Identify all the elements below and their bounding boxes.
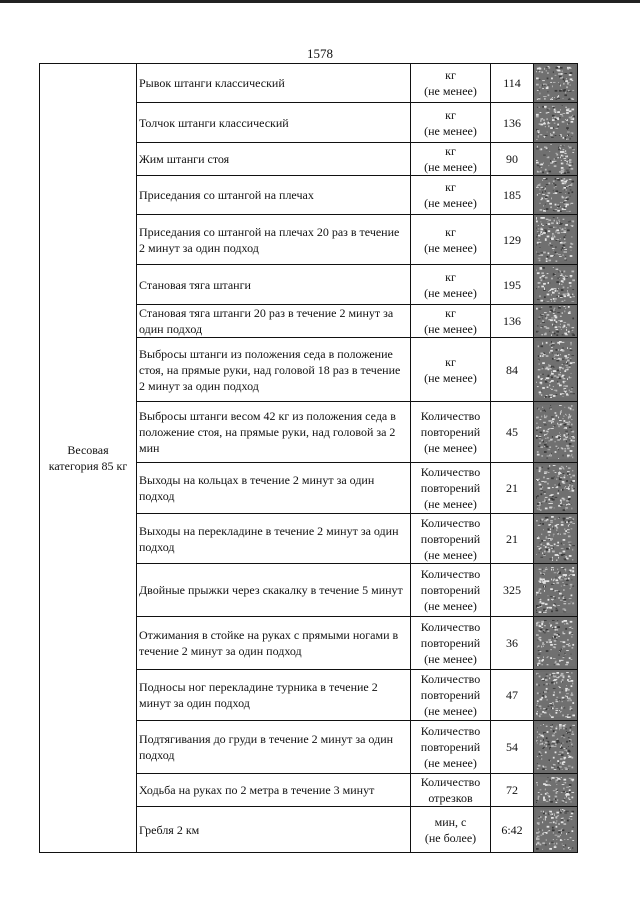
standard-value: 72 xyxy=(491,774,534,807)
scan-noise-strip xyxy=(534,402,578,463)
scan-noise-strip xyxy=(534,265,578,305)
unit-cell xyxy=(411,265,491,305)
unit-cell xyxy=(411,670,491,721)
exercise-name: Двойные прыжки через скакалку в течение 5 минут xyxy=(137,564,411,617)
exercise-name: Рывок штанги классический xyxy=(137,64,411,103)
unit-line: (не менее) xyxy=(424,285,477,300)
unit-line: (не менее) xyxy=(424,547,477,562)
unit-line: (не менее) xyxy=(424,441,477,455)
unit-line: повторений xyxy=(420,740,481,754)
scan-noise-strip xyxy=(534,774,578,807)
exercise-name: Выбросы штанги весом 42 кг из положения седа в положение стоя, на прямые руки, над головой за 2 мин xyxy=(137,402,411,463)
unit-cell xyxy=(411,305,491,338)
standard-value: 129 xyxy=(491,215,534,265)
exercise-name: Отжимания в стойке на руках с прямыми ногами в течение 2 минут за один подход xyxy=(137,617,411,670)
scan-noise-strip xyxy=(534,215,578,265)
exercise-name: Выходы на перекладине в течение 2 минут за один подход xyxy=(137,514,411,564)
scan-noise-strip xyxy=(534,143,578,176)
exercise-name: Толчок штанги классический xyxy=(137,103,411,143)
unit-cell xyxy=(411,721,491,774)
scan-noise-strip xyxy=(534,514,578,564)
unit-cell xyxy=(411,103,491,143)
scan-top-edge xyxy=(0,0,640,3)
standard-value: 185 xyxy=(491,176,534,215)
exercise-name: Жим штанги стоя xyxy=(137,143,411,176)
weight-category-cell xyxy=(40,64,137,853)
unit-cell xyxy=(411,564,491,617)
standard-value: 90 xyxy=(491,143,534,176)
unit-cell xyxy=(411,617,491,670)
weight-category-label: Весовая xyxy=(67,443,109,457)
exercise-name: Приседания со штангой на плечах 20 раз в течение 2 минут за один подход xyxy=(137,215,411,265)
standard-value: 114 xyxy=(491,64,534,103)
unit-cell xyxy=(411,64,491,103)
unit-line: Количество xyxy=(420,620,481,634)
standard-value: 36 xyxy=(491,617,534,670)
scan-noise-strip xyxy=(534,64,578,103)
scan-noise-strip xyxy=(534,305,578,338)
unit-line: (не менее) xyxy=(424,370,477,385)
unit-line: отрезков xyxy=(428,791,473,805)
unit-line: Количество xyxy=(420,672,481,686)
standard-value: 195 xyxy=(491,265,534,305)
exercise-name: Выбросы штанги из положения седа в положение стоя, на прямые руки, над головой 18 раз в течение 2 минут за один подход xyxy=(137,338,411,402)
unit-line: кг xyxy=(445,180,456,194)
unit-line: (не менее) xyxy=(424,160,477,174)
exercise-name: Подносы ног перекладине турника в течение 2 минут за один подход xyxy=(137,670,411,721)
table-row xyxy=(40,64,578,103)
scan-noise-strip xyxy=(534,807,578,853)
exercise-name: Становая тяга штанги xyxy=(137,265,411,305)
exercise-name: Гребля 2 км xyxy=(137,807,411,853)
unit-line: кг xyxy=(445,224,456,239)
unit-line: повторений xyxy=(420,583,481,597)
unit-cell xyxy=(411,807,491,853)
unit-line: кг xyxy=(445,269,456,284)
unit-line: (не менее) xyxy=(424,240,477,255)
unit-cell xyxy=(411,402,491,463)
unit-line: (не менее) xyxy=(424,322,477,336)
weight-category-value: категория 85 кг xyxy=(48,459,128,473)
exercise-name: Становая тяга штанги 20 раз в течение 2 минут за один подход xyxy=(137,305,411,338)
standard-value: 21 xyxy=(491,514,534,564)
standard-value: 325 xyxy=(491,564,534,617)
exercise-name: Приседания со штангой на плечах xyxy=(137,176,411,215)
standard-value: 6:42 xyxy=(491,807,534,853)
unit-line: Количество xyxy=(420,724,481,738)
unit-line: кг xyxy=(445,354,456,369)
unit-line: Количество xyxy=(420,775,481,789)
unit-line: Количество xyxy=(420,515,481,530)
unit-line: (не менее) xyxy=(424,84,477,98)
standard-value: 136 xyxy=(491,305,534,338)
standards-table xyxy=(39,63,578,853)
scan-noise-strip xyxy=(534,338,578,402)
unit-line: (не менее) xyxy=(424,196,477,210)
scan-noise-strip xyxy=(534,564,578,617)
unit-cell xyxy=(411,514,491,564)
unit-line: Количество xyxy=(420,465,481,479)
unit-line: повторений xyxy=(420,688,481,702)
unit-cell xyxy=(411,463,491,514)
unit-cell xyxy=(411,338,491,402)
scan-noise-strip xyxy=(534,176,578,215)
unit-line: кг xyxy=(445,144,456,158)
scan-noise-strip xyxy=(534,617,578,670)
unit-line: Количество xyxy=(420,567,481,581)
exercise-name: Выходы на кольцах в течение 2 минут за один подход xyxy=(137,463,411,514)
unit-line: (не менее) xyxy=(424,704,477,718)
unit-line: повторений xyxy=(420,481,481,495)
unit-line: повторений xyxy=(420,531,481,546)
standard-value: 136 xyxy=(491,103,534,143)
scan-noise-strip xyxy=(534,670,578,721)
standard-value: 54 xyxy=(491,721,534,774)
exercise-name: Подтягивания до груди в течение 2 минут за один подход xyxy=(137,721,411,774)
unit-line: Количество xyxy=(420,409,481,423)
unit-cell xyxy=(411,176,491,215)
unit-line: (не менее) xyxy=(424,497,477,511)
unit-line: кг xyxy=(445,68,456,82)
scan-noise-strip xyxy=(534,103,578,143)
unit-cell xyxy=(411,774,491,807)
unit-line: кг xyxy=(445,306,456,320)
exercise-name: Ходьба на руках по 2 метра в течение 3 минут xyxy=(137,774,411,807)
scan-noise-strip xyxy=(534,721,578,774)
unit-line: (не менее) xyxy=(424,652,477,666)
unit-cell xyxy=(411,215,491,265)
unit-line: (не менее) xyxy=(424,599,477,613)
unit-line: мин, с xyxy=(434,814,467,829)
unit-line: (не менее) xyxy=(424,123,477,138)
unit-line: (не менее) xyxy=(424,756,477,770)
unit-line: (не более) xyxy=(424,830,477,845)
page-number: 1578 xyxy=(307,46,333,61)
standard-value: 84 xyxy=(491,338,534,402)
unit-line: кг xyxy=(445,107,456,122)
unit-line: повторений xyxy=(420,425,481,439)
unit-line: повторений xyxy=(420,636,481,650)
standard-value: 21 xyxy=(491,463,534,514)
standard-value: 47 xyxy=(491,670,534,721)
scan-noise-strip xyxy=(534,463,578,514)
standard-value: 45 xyxy=(491,402,534,463)
unit-cell xyxy=(411,143,491,176)
